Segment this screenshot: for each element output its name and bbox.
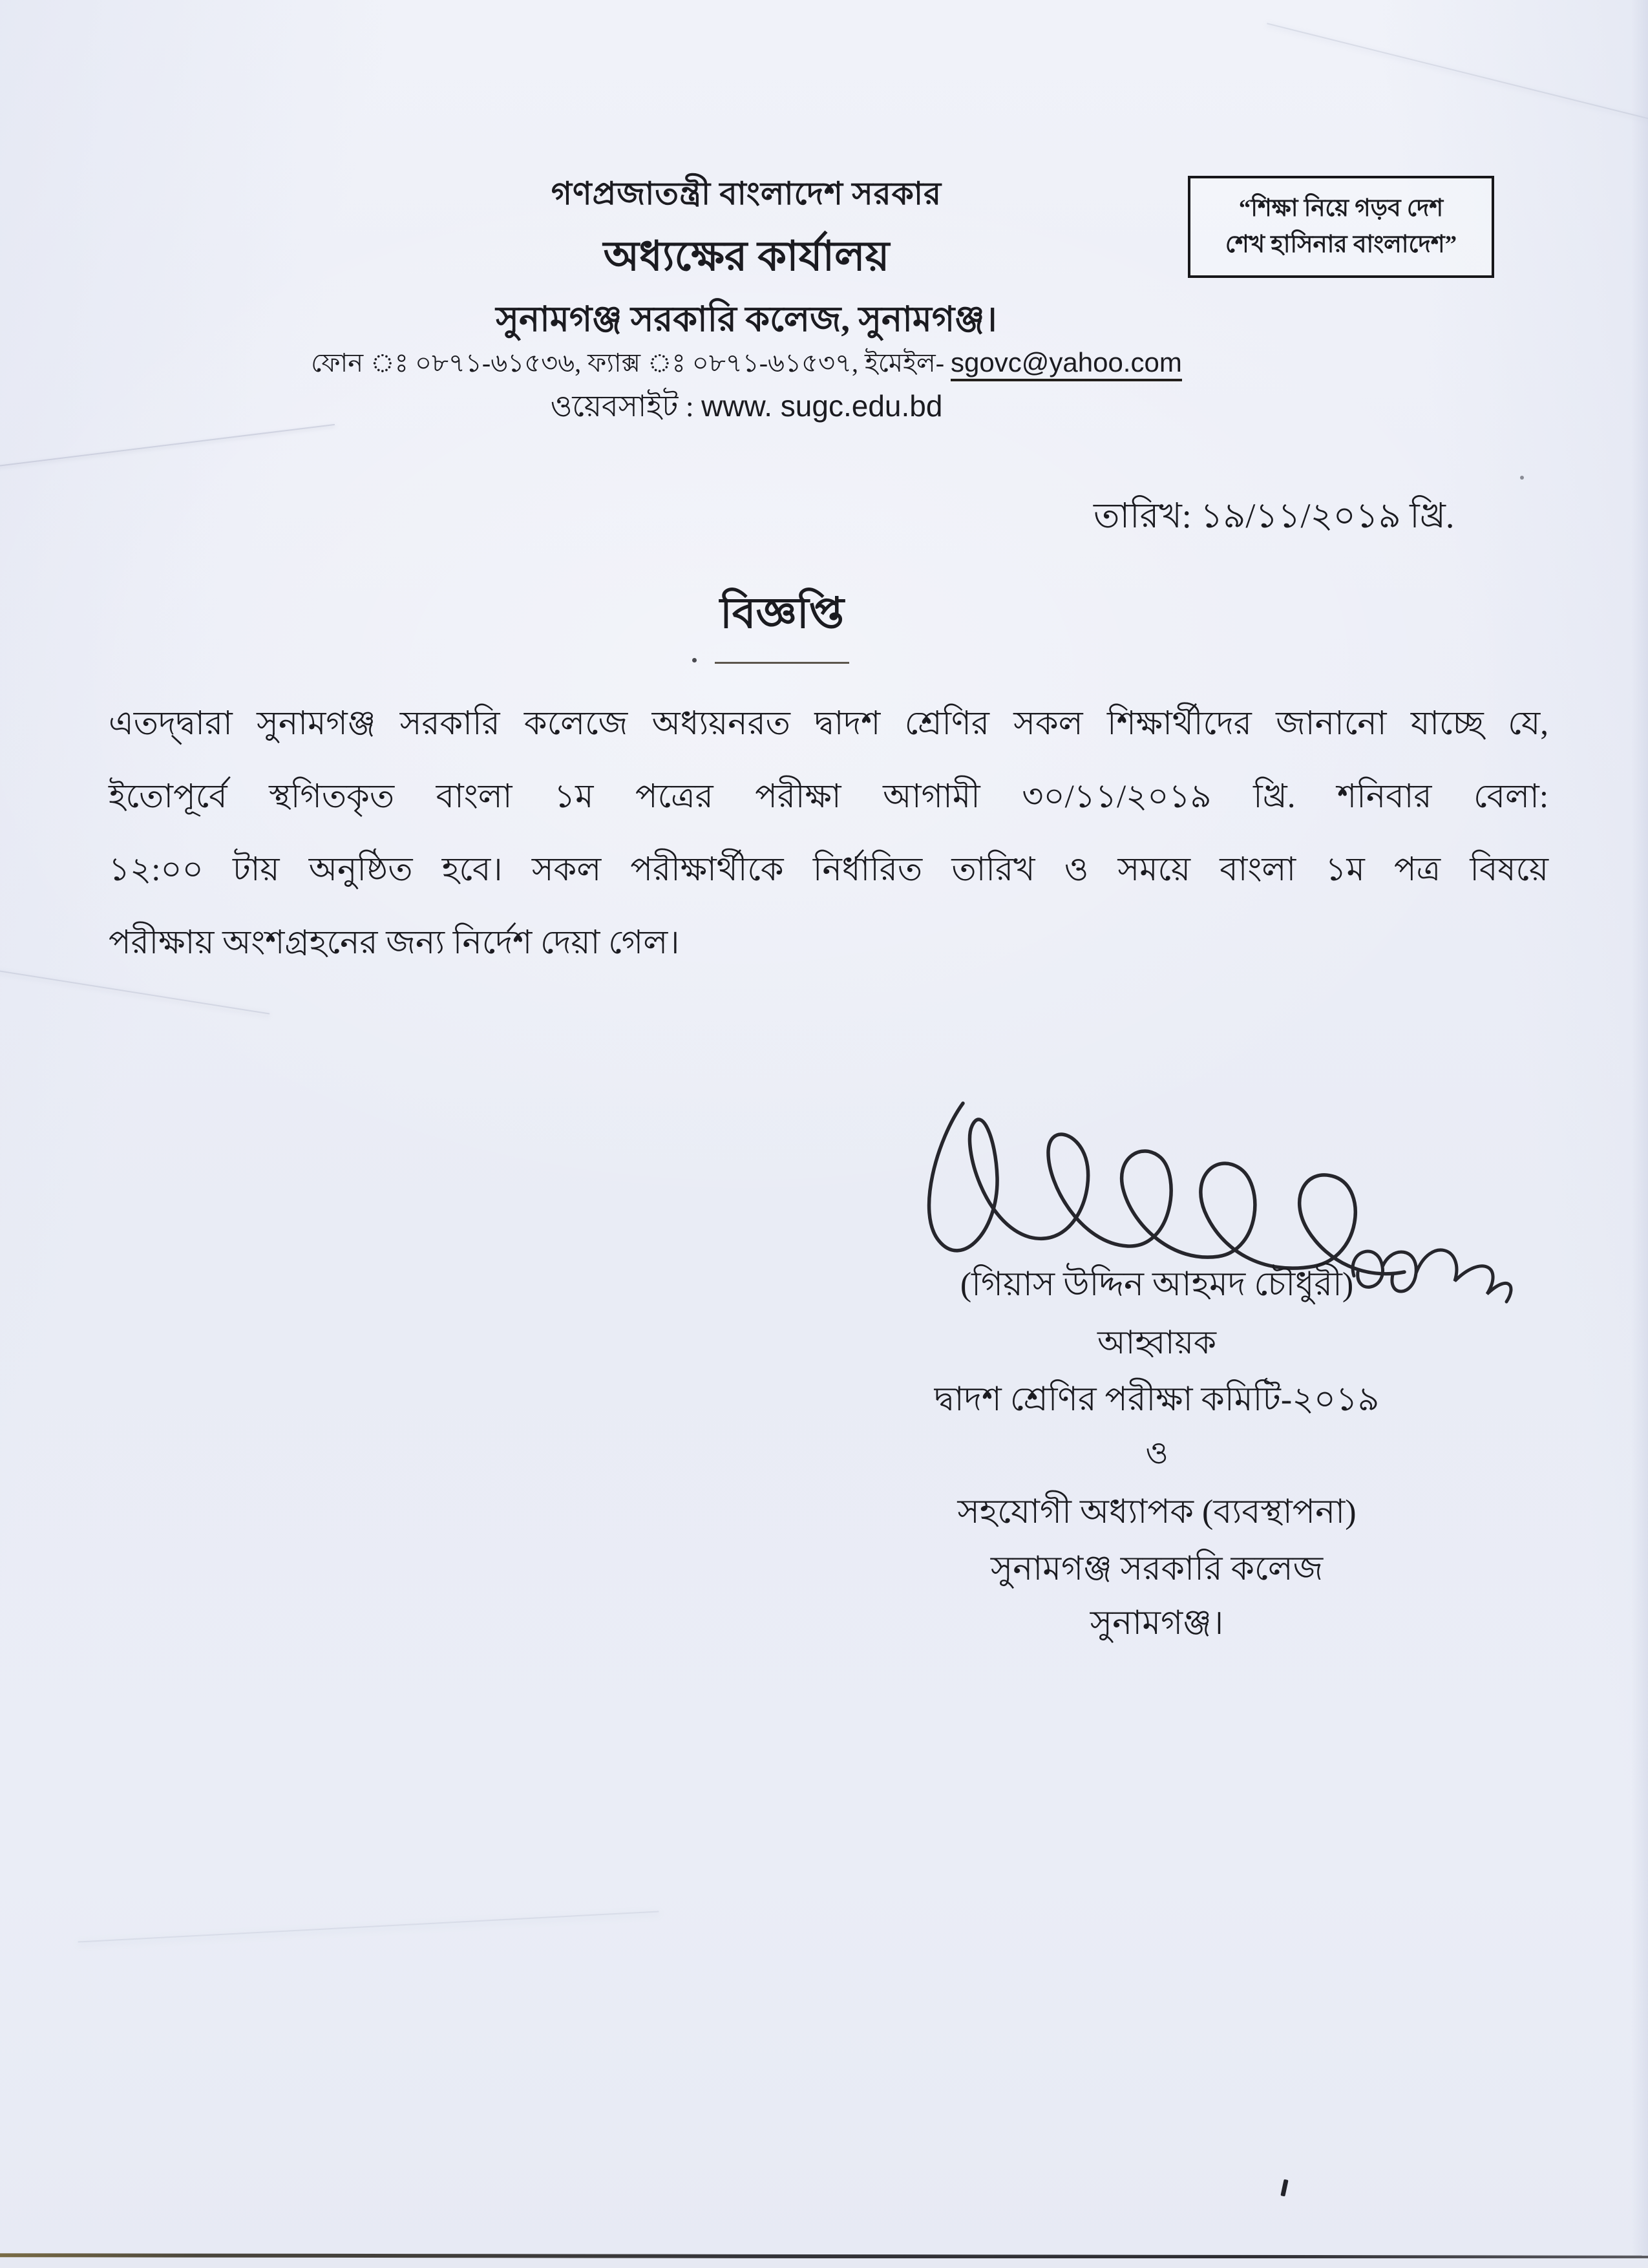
ink-speck (1520, 476, 1524, 480)
scanner-background (0, 2258, 1648, 2268)
letterhead-office-line: অধ্যক্ষের কার্যালয় (603, 233, 890, 279)
letterhead-college-line: সুনামগঞ্জ সরকারি কলেজ, সুনামগঞ্জ। (496, 300, 997, 339)
signatory-conjunction: ও (1145, 1436, 1168, 1470)
motto-box (1188, 176, 1494, 278)
notice-title (659, 580, 905, 664)
scan-mark (1280, 2179, 1288, 2197)
motto-line-2: শেখ হাসিনার বাংলাদেশ” (1225, 231, 1457, 258)
signatory-place: সুনামগঞ্জ। (1090, 1605, 1224, 1642)
website-label: ওয়েবসাইট : (550, 390, 702, 423)
paper-crease (78, 1911, 659, 1942)
body-line: এতদ্দ্বারা সুনামগঞ্জ সরকারি কলেজে অধ্যয়নরত দ্বাদশ শ্রেণির সকল শিক্ষার্থীদের জানানো যাচ্ছে যে, (109, 706, 1548, 742)
letterhead-website-line (278, 384, 1215, 433)
date-line: তারিখ: ১৯/১১/২০১৯ খ্রি. (1093, 496, 1455, 535)
notice-body (109, 688, 1548, 980)
signatory-committee: দ্বাদশ শ্রেণির পরীক্ষা কমিটি-২০১৯ (934, 1381, 1380, 1418)
body-line: ১২:০০ টায় অনুষ্ঠিত হবে। সকল পরীক্ষার্থীকে নির্ধারিত তারিখ ও সময়ে বাংলা ১ম পত্র বিষয়ে (109, 852, 1548, 888)
signatory-role-professor: সহযোগী অধ্যাপক (ব্যবস্থাপনা) (957, 1494, 1357, 1531)
signatory-role-convener: আহ্বায়ক (1097, 1324, 1216, 1361)
website-text: www. sugc.edu.bd (701, 389, 943, 423)
signatory-organization: সুনামগঞ্জ সরকারি কলেজ (990, 1551, 1324, 1587)
email-text: sgovc@yahoo.com (951, 347, 1182, 381)
body-line: পরীক্ষায় অংশগ্রহনের জন্য নির্দেশ দেয়া গেল। (109, 925, 680, 961)
letterhead-government-line: গণপ্রজাতন্ত্রী বাংলাদেশ সরকার (551, 176, 942, 211)
letterhead-contact-line (246, 343, 1247, 386)
body-line: ইতোপূর্বে স্থগিতকৃত বাংলা ১ম পত্রের পরীক্ষা আগামী ৩০/১১/২০১৯ খ্রি. শনিবার বেলা: (109, 779, 1548, 815)
paper-crease (1267, 23, 1648, 133)
motto-line-1: “শিক্ষা নিয়ে গড়ব দেশ (1238, 195, 1444, 222)
scan-edge-shadow (1631, 0, 1648, 2268)
contact-phone-fax-label: ফোন ঃ ০৮৭১-৬১৫৩৬, ফ্যাক্স ঃ ০৮৭১-৬১৫৩৭, ইমেইল- (311, 348, 951, 377)
signatory-name: (গিয়াস উদ্দিন আহমদ চৌধুরী) (960, 1266, 1354, 1303)
notice-title-text: বিজ্ঞপ্তি (715, 580, 849, 664)
